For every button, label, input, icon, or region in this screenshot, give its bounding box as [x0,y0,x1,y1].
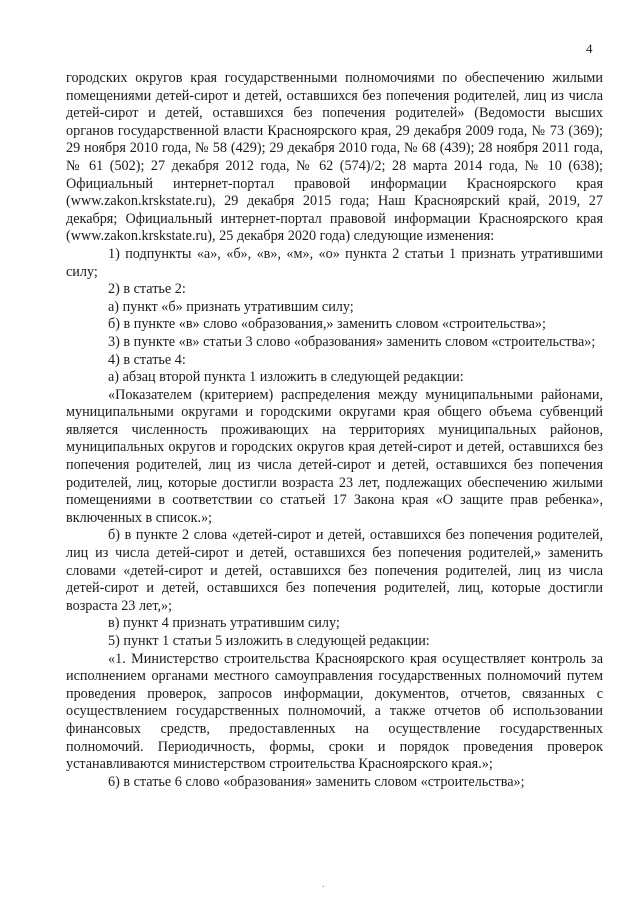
paragraph-item-4b: б) в пункте 2 слова «детей-сирот и детей, оставшихся без попечения родителей, лиц из числа детей-сирот и детей, оставшихся без попечения родителей,» заменить словами «детей-сирот и детей, оставшихся без попечения родителей, лиц из числа детей-сирот и детей, оставшихся без попечения родителей, лиц, которые достигли возраста 23 лет,»; [66,527,603,614]
paragraph-item-5: 5) пункт 1 статьи 5 изложить в следующей редакции: [108,633,430,649]
paragraph-item-6: 6) в статье 6 слово «образования» заменить словом «строительства»; [108,773,525,790]
footer-mark: . [322,879,325,890]
page-number: 4 [586,41,593,56]
paragraph-item-2: 2) в статье 2: [108,281,186,298]
paragraph-item-4a: а) абзац второй пункта 1 изложить в следующей редакции: [108,369,464,386]
paragraph-item-4c: в) пункт 4 признать утратившим силу; [108,615,340,632]
paragraph-item-1: 1) подпункты «а», «б», «в», «м», «о» пункта 2 статьи 1 признать утратившими силу; [66,245,603,280]
document-body [66,70,603,791]
paragraph-item-3: 3) в пункте «в» статьи 3 слово «образования» заменить словом «строительства»; [108,333,596,350]
paragraph-item-2a: а) пункт «б» признать утратившим силу; [108,298,354,315]
paragraph-quote-criterion: «Показателем (критерием) распределения между муниципальными районами, муниципальными округами и городскими округами края общего объема субвенций является численность проживающих на территориях муниципальных районов, муниципальных округов и городских округов края детей-сирот и детей, оставшихся без попечения родителей, лиц из числа детей-сирот и детей, оставшихся без попечения родителей, лиц, которые достигли возраста 23 лет, подлежащих обеспечению жилыми помещениями в соответствии со статьей 17 Закона края «О защите прав ребенка», включенных в список.»; [66,386,603,526]
paragraph-quote-ministry: «1. Министерство строительства Красноярского края осуществляет контроль за исполнением органами местного самоуправления государственных полномочий путем проведения проверок, запросов информации, документов, отчетов, связанных с осуществлением государственных полномочий, а также отчетов об использовании финансовых средств, предоставленных на осуществление государственных полномочий. Периодичность, формы, сроки и порядок проведения проверок устанавливаются министерством строительства Красноярского края.»; [66,650,603,773]
paragraph-item-2b: б) в пункте «в» слово «образования,» заменить словом «строительства»; [108,316,546,333]
paragraph-intro: городских округов края государственными полномочиями по обеспечению жилыми помещениями детей-сирот и детей, оставшихся без попечения родителей, лиц из числа детей-сирот и детей, оставшихся без попечения родителей» (Ведомости высших органов государственной власти Красноярского края, 29 декабря 2009 года, № 73 (369); 29 ноября 2010 года, № 58 (429); 29 декабря 2010 года, № 68 (439); 28 ноября 2011 года, № 61 (502); 27 декабря 2012 года, № 62 (574)/2; 28 марта 2014 года, № 10 (638); Официальный интернет-портал правовой информации Красноярского края (www.zakon.krskstate.ru), 29 декабря 2015 года; Наш Красноярский край, 2019, 27 декабря; Официальный интернет-портал правовой информации Красноярского края (www.zakon.krskstate.ru), 25 декабря 2020 года) следующие изменения: [66,70,603,245]
paragraph-item-4: 4) в статье 4: [108,351,186,368]
